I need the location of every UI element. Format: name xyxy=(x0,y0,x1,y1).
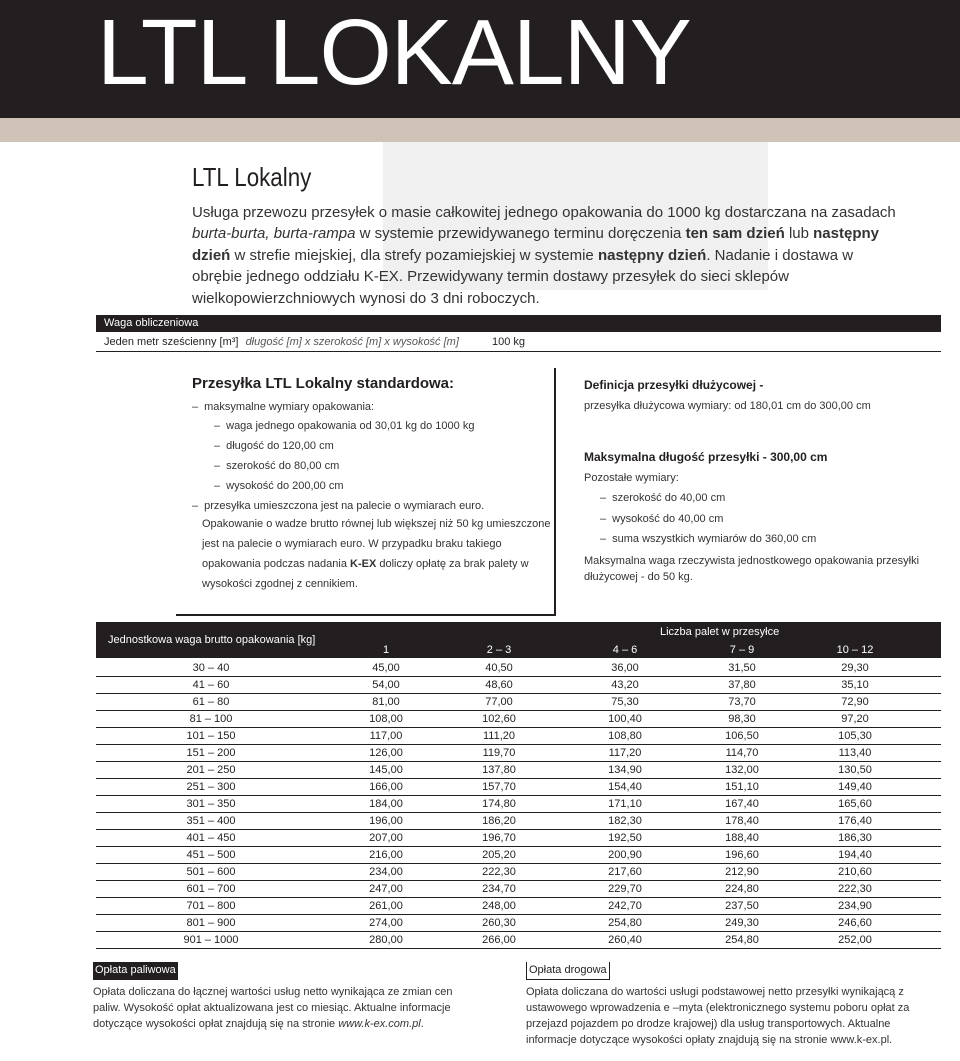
standard-list-item xyxy=(214,480,344,492)
fuel-fee-text xyxy=(93,984,483,1032)
table-row xyxy=(96,762,941,779)
road-fee-label: Opłata drogowa xyxy=(526,962,610,980)
table-cell-price: 234,70 xyxy=(482,883,516,895)
text-fragment: . xyxy=(420,1018,424,1030)
table-cell-weight: 901 – 1000 xyxy=(183,934,239,946)
table-cell-price: 119,70 xyxy=(482,747,516,759)
table-cell-price: 73,70 xyxy=(728,696,756,708)
table-row xyxy=(96,796,941,813)
table-cell-price: 100,40 xyxy=(608,713,642,725)
dash-marker: – xyxy=(214,460,221,472)
table-cell-price: 108,80 xyxy=(608,730,642,742)
table-cell-price: 186,30 xyxy=(838,832,872,844)
table-cell-price: 35,10 xyxy=(841,679,869,691)
long-def-text: przesyłka dłużycowa wymiary: od 180,01 cm do 300,00 cm xyxy=(584,400,871,412)
dash-marker: – xyxy=(600,492,607,504)
table-cell-price: 254,80 xyxy=(608,917,642,929)
standard-list-item xyxy=(214,460,339,472)
table-column-header: 2 – 3 xyxy=(486,644,512,656)
table-cell-weight: 701 – 800 xyxy=(186,900,236,912)
table-group-label: Liczba palet w przesyłce xyxy=(660,626,780,638)
table-cell-price: 188,40 xyxy=(725,832,759,844)
long-max-title: Maksymalna długość przesyłki - 300,00 cm xyxy=(584,450,828,464)
weight-row-value: 100 kg xyxy=(492,336,526,348)
table-cell-price: 194,40 xyxy=(838,849,872,861)
standard-list-item xyxy=(192,401,374,413)
header-strip xyxy=(0,118,960,142)
table-cell-price: 137,80 xyxy=(482,764,516,776)
table-cell-price: 54,00 xyxy=(372,679,400,691)
table-row xyxy=(96,677,941,694)
table-row xyxy=(96,932,941,949)
table-row xyxy=(96,745,941,762)
header-banner xyxy=(0,0,960,118)
table-cell-price: 196,00 xyxy=(369,815,403,827)
table-cell-weight: 81 – 100 xyxy=(189,713,233,725)
table-cell-price: 224,80 xyxy=(725,883,759,895)
text-fragment: ten sam dzień xyxy=(685,225,785,243)
table-cell-price: 237,50 xyxy=(725,900,759,912)
long-other-title: Pozostałe wymiary: xyxy=(584,472,679,484)
table-cell-price: 98,30 xyxy=(728,713,756,725)
table-cell-weight: 601 – 700 xyxy=(186,883,236,895)
table-cell-price: 97,20 xyxy=(841,713,869,725)
table-cell-price: 81,00 xyxy=(372,696,400,708)
table-row xyxy=(96,779,941,796)
table-cell-price: 186,20 xyxy=(482,815,516,827)
table-cell-price: 102,60 xyxy=(482,713,516,725)
dash-marker: – xyxy=(214,440,221,452)
text-fragment: lub xyxy=(784,225,814,243)
table-cell-price: 178,40 xyxy=(725,815,759,827)
table-column-header: 4 – 6 xyxy=(612,644,638,656)
dash-marker: – xyxy=(600,533,607,545)
table-cell-weight: 351 – 400 xyxy=(186,815,236,827)
table-cell-price: 108,00 xyxy=(369,713,403,725)
table-cell-price: 106,50 xyxy=(725,730,759,742)
table-row xyxy=(96,660,941,677)
table-cell-price: 222,30 xyxy=(838,883,872,895)
table-cell-price: 117,00 xyxy=(369,730,403,742)
long-list-item xyxy=(600,513,723,525)
standard-list-text: waga jednego opakowania od 30,01 kg do 1000 kg xyxy=(226,420,475,432)
table-cell-weight: 151 – 200 xyxy=(186,747,236,759)
table-cell-price: 200,90 xyxy=(608,849,642,861)
section-title: LTL Lokalny xyxy=(192,162,312,192)
table-cell-price: 247,00 xyxy=(369,883,403,895)
table-cell-price: 166,00 xyxy=(369,781,403,793)
table-cell-price: 154,40 xyxy=(608,781,642,793)
weight-row xyxy=(96,333,941,352)
table-cell-weight: 201 – 250 xyxy=(186,764,236,776)
standard-list-item xyxy=(192,500,484,512)
table-cell-price: 29,30 xyxy=(841,662,869,674)
long-list-item xyxy=(600,492,725,504)
standard-list-text: długość do 120,00 cm xyxy=(226,440,334,452)
table-cell-price: 280,00 xyxy=(369,934,403,946)
standard-list-text: szerokość do 80,00 cm xyxy=(226,460,340,472)
dash-marker: – xyxy=(214,480,221,492)
road-fee-text: Opłata doliczana do wartości usługi podstawowej netto przesyłki wynikającą z ustawowego wprowadzenia e –myta (elektronicznego systemu poboru opłat za przejazd pojazdem po drodze krajowej) dla usług transportowych. Aktualne informacje dotyczące wysokości opłaty znajdują się na stronie www.k-ex.pl. xyxy=(526,986,910,1046)
table-cell-price: 113,40 xyxy=(838,747,872,759)
table-row xyxy=(96,694,941,711)
table-cell-price: 132,00 xyxy=(725,764,759,776)
table-header-label: Jednostkowa waga brutto opakowania [kg] xyxy=(108,634,316,646)
weight-row-label: Jeden metr sześcienny [m³] xyxy=(104,336,239,348)
weight-bar: Waga obliczeniowa xyxy=(96,315,941,332)
text-fragment: www.k-ex.com.pl xyxy=(338,1018,421,1030)
table-cell-weight: 501 – 600 xyxy=(186,866,236,878)
table-cell-price: 217,60 xyxy=(608,866,642,878)
table-cell-price: 75,30 xyxy=(611,696,639,708)
table-cell-price: 210,60 xyxy=(838,866,872,878)
text-fragment: K-EX xyxy=(350,558,377,570)
table-cell-price: 45,00 xyxy=(372,662,400,674)
text-fragment: następny dzień xyxy=(192,225,879,264)
table-cell-price: 192,50 xyxy=(608,832,642,844)
fuel-fee-label: Opłata paliwowa xyxy=(93,962,178,980)
table-cell-price: 182,30 xyxy=(608,815,642,827)
table-cell-price: 266,00 xyxy=(482,934,516,946)
table-cell-price: 176,40 xyxy=(838,815,872,827)
table-cell-price: 165,60 xyxy=(838,798,872,810)
table-column-header: 1 xyxy=(382,644,390,656)
text-fragment: Usługa przewozu przesyłek o masie całkowitej jednego opakowania do 1000 kg dostarczana na zasadach xyxy=(192,204,896,221)
table-cell-price: 252,00 xyxy=(838,934,872,946)
text-fragment: burta-burta, burta-rampa xyxy=(192,225,356,243)
table-row xyxy=(96,898,941,915)
table-cell-price: 229,70 xyxy=(608,883,642,895)
text-fragment: w strefie miejskiej, dla strefy pozamiejskiej w systemie xyxy=(230,246,598,264)
table-cell-price: 254,80 xyxy=(725,934,759,946)
table-cell-price: 207,00 xyxy=(369,832,403,844)
table-cell-weight: 101 – 150 xyxy=(186,730,236,742)
table-cell-price: 145,00 xyxy=(369,764,403,776)
table-row xyxy=(96,847,941,864)
text-fragment: Opłata doliczana do łącznej wartości usług netto wynikająca ze zmian cen paliw. Wysokość opłat aktualizowana jest co miesiąc. Aktualne informacje dotyczące wysokości opłat znajdują się na stronie xyxy=(93,986,453,1030)
table-cell-weight: 30 – 40 xyxy=(192,662,230,674)
table-cell-price: 196,70 xyxy=(482,832,516,844)
table-row xyxy=(96,728,941,745)
table-cell-price: 149,40 xyxy=(838,781,872,793)
table-cell-price: 246,60 xyxy=(838,917,872,929)
table-cell-price: 274,00 xyxy=(369,917,403,929)
table-cell-price: 130,50 xyxy=(838,764,872,776)
table-cell-price: 114,70 xyxy=(725,747,759,759)
table-cell-price: 234,90 xyxy=(838,900,872,912)
table-cell-price: 134,90 xyxy=(608,764,642,776)
standard-list-item xyxy=(214,440,334,452)
table-cell-price: 151,10 xyxy=(725,781,759,793)
table-cell-price: 36,00 xyxy=(611,662,639,674)
table-cell-price: 111,20 xyxy=(482,730,515,742)
text-fragment: w systemie przewidywanego terminu doręczenia xyxy=(355,225,686,243)
long-list-text: suma wszystkich wymiarów do 360,00 cm xyxy=(612,533,817,545)
table-row xyxy=(96,813,941,830)
table-cell-price: 171,10 xyxy=(608,798,642,810)
table-cell-price: 77,00 xyxy=(485,696,513,708)
table-cell-weight: 401 – 450 xyxy=(186,832,236,844)
long-max-weight: Maksymalna waga rzeczywista jednostkowego opakowania przesyłki dłużycowej - do 50 kg. xyxy=(584,555,920,583)
table-row xyxy=(96,915,941,932)
table-column-header: 10 – 12 xyxy=(836,644,874,656)
text-fragment: następny dzień xyxy=(597,246,707,264)
standard-title: Przesyłka LTL Lokalny standardowa: xyxy=(192,375,455,392)
text-fragment: . Nadanie i dostawa w obrębie jednego oddziału K-EX. Przewidywany termin dostawy przesyłek do sieci sklepów wielkopowierzchniowych wynosi do 3 dni roboczych. xyxy=(192,246,854,307)
table-cell-weight: 801 – 900 xyxy=(186,917,236,929)
table-row xyxy=(96,830,941,847)
table-cell-price: 126,00 xyxy=(369,747,403,759)
table-cell-price: 205,20 xyxy=(482,849,516,861)
table-cell-price: 248,00 xyxy=(482,900,516,912)
table-cell-price: 222,30 xyxy=(482,866,516,878)
weight-row-formula: długość [m] x szerokość [m] x wysokość [m] xyxy=(245,336,459,348)
table-cell-price: 40,50 xyxy=(485,662,513,674)
table-row xyxy=(96,881,941,898)
table-cell-weight: 451 – 500 xyxy=(186,849,236,861)
long-list-item xyxy=(600,533,816,545)
table-cell-weight: 41 – 60 xyxy=(192,679,230,691)
table-cell-weight: 251 – 300 xyxy=(186,781,236,793)
table-cell-price: 184,00 xyxy=(369,798,403,810)
table-cell-price: 37,80 xyxy=(728,679,756,691)
dash-marker: – xyxy=(214,420,221,432)
table-cell-price: 105,30 xyxy=(838,730,872,742)
table-cell-price: 242,70 xyxy=(608,900,642,912)
long-list-text: szerokość do 40,00 cm xyxy=(612,492,726,504)
table-row xyxy=(96,711,941,728)
standard-list-text: przesyłka umieszczona jest na palecie o wymiarach euro. xyxy=(204,500,485,512)
dash-marker: – xyxy=(192,500,199,512)
intro-paragraph xyxy=(192,202,904,309)
long-list-text: wysokość do 40,00 cm xyxy=(612,513,724,525)
standard-list-text: wysokość do 200,00 cm xyxy=(226,480,344,492)
table-cell-price: 261,00 xyxy=(369,900,403,912)
text-fragment: doliczy opłatę za brak palety w wysokości zgodnej z cennikiem. xyxy=(202,558,529,590)
table-cell-weight: 61 – 80 xyxy=(192,696,230,708)
table-cell-weight: 301 – 350 xyxy=(186,798,236,810)
table-cell-price: 72,90 xyxy=(841,696,869,708)
table-header xyxy=(96,622,941,658)
long-def-title: Definicja przesyłki dłużycowej - xyxy=(584,378,764,392)
table-cell-price: 196,60 xyxy=(725,849,759,861)
table-cell-price: 234,00 xyxy=(369,866,403,878)
table-row xyxy=(96,864,941,881)
table-cell-price: 117,20 xyxy=(608,747,642,759)
standard-list-text: maksymalne wymiary opakowania: xyxy=(204,401,375,413)
table-column-header: 7 – 9 xyxy=(729,644,755,656)
table-cell-price: 167,40 xyxy=(725,798,759,810)
table-cell-price: 260,30 xyxy=(482,917,516,929)
page-title: LTL LOKALNY xyxy=(97,0,691,104)
table-cell-price: 216,00 xyxy=(369,849,403,861)
dash-marker: – xyxy=(192,401,199,413)
table-cell-price: 174,80 xyxy=(482,798,516,810)
table-cell-price: 249,30 xyxy=(725,917,759,929)
table-cell-price: 212,90 xyxy=(725,866,759,878)
standard-list-item xyxy=(214,420,474,432)
table-cell-price: 43,20 xyxy=(611,679,639,691)
table-cell-price: 157,70 xyxy=(482,781,516,793)
table-cell-price: 260,40 xyxy=(608,934,642,946)
table-cell-price: 31,50 xyxy=(728,662,756,674)
dash-marker: – xyxy=(600,513,607,525)
text-fragment: Opakowanie o wadze brutto równej lub większej niż 50 kg umieszczone jest na palecie o wymiarach euro. W przypadku braku takiego opakowania podczas nadania xyxy=(202,518,551,570)
standard-paragraph xyxy=(202,514,552,594)
table-cell-price: 48,60 xyxy=(485,679,513,691)
